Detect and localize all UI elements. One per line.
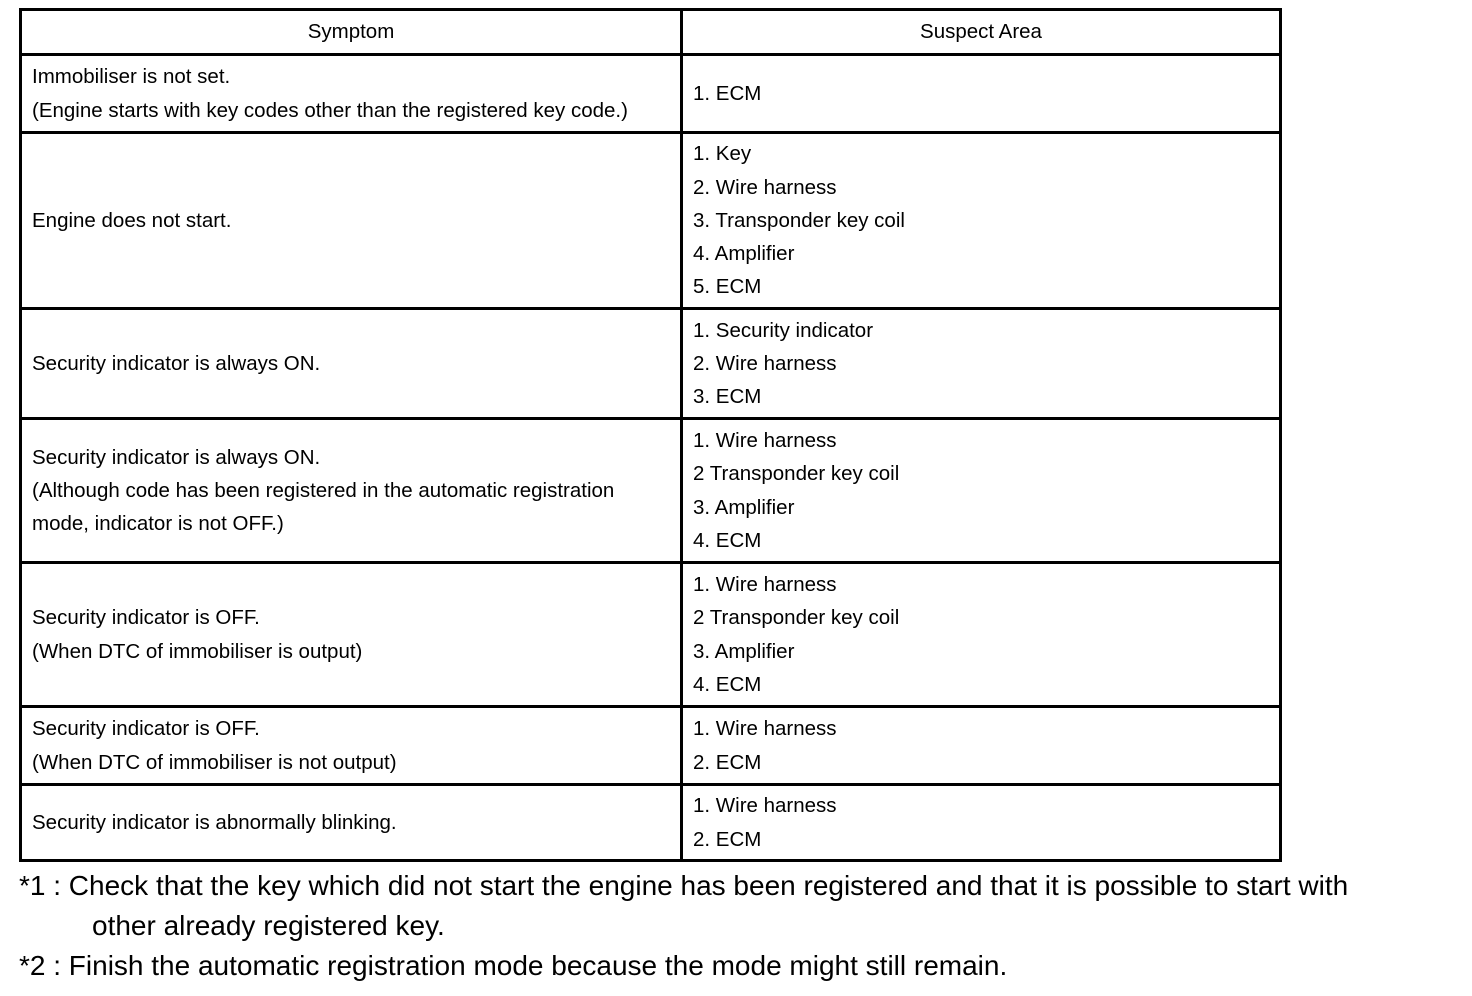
table-row: [21, 309, 1281, 419]
symptom-cell: [21, 309, 682, 419]
header-suspect-area: Suspect Area: [682, 10, 1281, 55]
table-row: [21, 55, 1281, 133]
suspect-item: 2. ECM: [693, 750, 762, 774]
suspect-item: 1. ECM: [693, 81, 762, 105]
symptom-line: Immobiliser is not set.: [32, 65, 231, 89]
header-symptom: Symptom: [21, 10, 682, 55]
symptom-line: Security indicator is always ON.: [32, 351, 321, 375]
table-row: [21, 133, 1281, 309]
table-row: [21, 563, 1281, 707]
symptom-line: (Engine starts with key codes other than the registered key code.): [32, 98, 628, 122]
suspect-cell: [682, 563, 1281, 707]
suspect-item: 3. Amplifier: [693, 495, 795, 519]
table-row: [21, 707, 1281, 785]
symptom-line: (Although code has been registered in the automatic registration: [32, 478, 615, 502]
symptom-line: (When DTC of immobiliser is not output): [32, 750, 397, 774]
suspect-cell: [682, 785, 1281, 861]
suspect-item: 4. Amplifier: [693, 242, 795, 266]
suspect-cell: [682, 707, 1281, 785]
suspect-item: 3. ECM: [693, 385, 762, 409]
suspect-item: 2 Transponder key coil: [693, 606, 900, 630]
footnote-2: *2 : Finish the automatic registration mode because the mode might still remain.: [19, 950, 1008, 981]
symptom-line: Security indicator is OFF.: [32, 717, 260, 741]
suspect-item: 4. ECM: [693, 672, 762, 696]
symptom-cell: [21, 785, 682, 861]
footnote-1: *1 : Check that the key which did not start the engine has been registered and that it is possible to start with: [19, 870, 1349, 901]
symptom-cell: [21, 133, 682, 309]
suspect-item: 5. ECM: [693, 275, 762, 299]
suspect-cell: [682, 309, 1281, 419]
symptom-line: Security indicator is OFF.: [32, 606, 260, 630]
suspect-item: 2. Wire harness: [693, 351, 837, 375]
suspect-item: 2. Wire harness: [693, 175, 837, 199]
suspect-item: 1. Wire harness: [693, 428, 837, 452]
suspect-cell: [682, 419, 1281, 563]
suspect-item: 1. Wire harness: [693, 572, 837, 596]
header-row: [21, 10, 1281, 55]
suspect-item: 3. Transponder key coil: [693, 208, 905, 232]
suspect-item: 1. Wire harness: [693, 717, 837, 741]
suspect-item: 1. Key: [693, 142, 752, 166]
suspect-item: 3. Amplifier: [693, 639, 795, 663]
suspect-item: 1. Wire harness: [693, 794, 837, 818]
symptom-line: Security indicator is always ON.: [32, 445, 321, 469]
symptom-line: (When DTC of immobiliser is output): [32, 639, 363, 663]
suspect-item: 2. ECM: [693, 827, 762, 851]
symptom-cell: [21, 707, 682, 785]
symptom-line: Engine does not start.: [32, 208, 232, 232]
suspect-item: 2 Transponder key coil: [693, 462, 900, 486]
table-row: [21, 785, 1281, 861]
symptom-cell: [21, 55, 682, 133]
suspect-cell: [682, 133, 1281, 309]
symptom-line: mode, indicator is not OFF.): [32, 512, 284, 536]
footnotes: [19, 866, 1469, 986]
suspect-item: 1. Security indicator: [693, 318, 874, 342]
symptom-cell: [21, 419, 682, 563]
table-row: [21, 419, 1281, 563]
suspect-item: 4. ECM: [693, 528, 762, 552]
suspect-cell: [682, 55, 1281, 133]
symptom-cell: [21, 563, 682, 707]
symptom-line: Security indicator is abnormally blinking.: [32, 810, 397, 834]
symptom-table: [19, 8, 1282, 862]
footnote-1-continuation: other already registered key.: [92, 910, 445, 941]
